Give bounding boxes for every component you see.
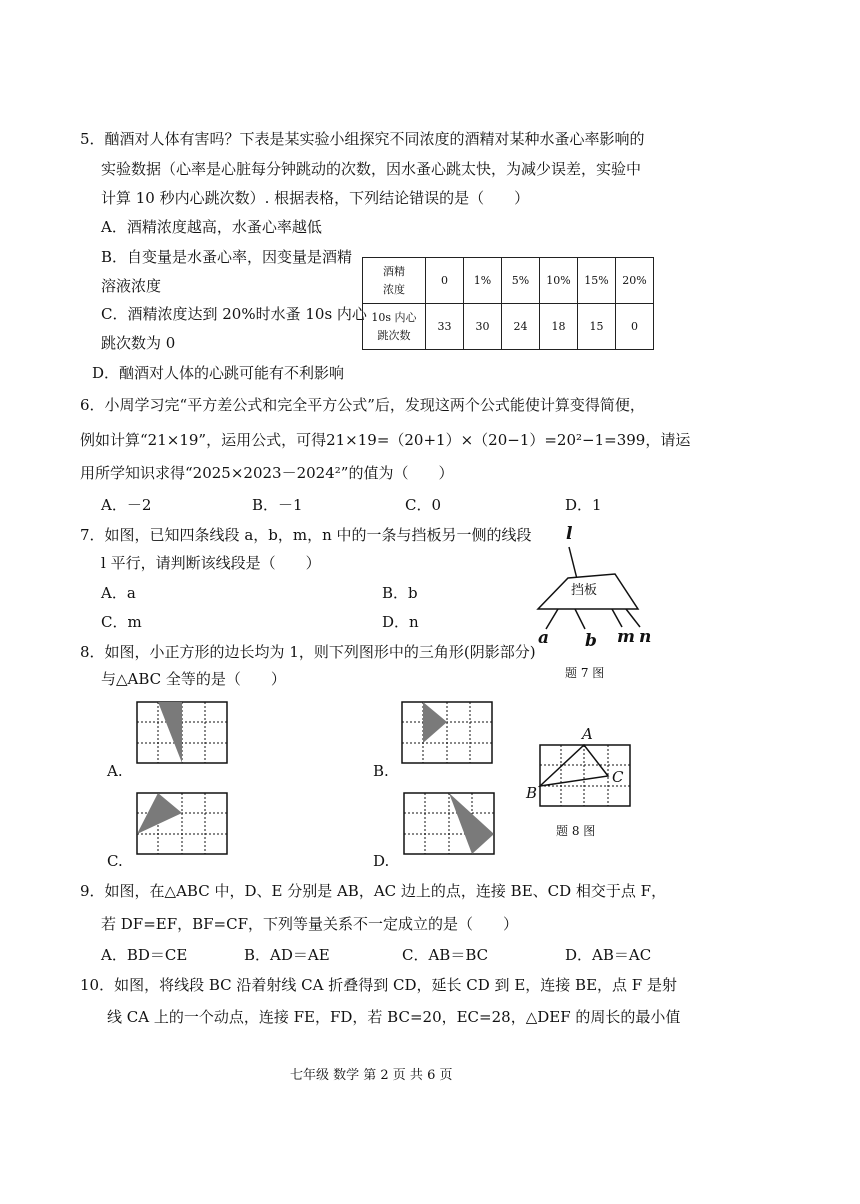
table-cell: 10% (540, 258, 578, 304)
q8-option-b-label: B. (373, 762, 389, 780)
table-cell: 30 (464, 304, 502, 350)
q10-line2: 线 CA 上的一个动点，连接 FE，FD，若 BC=20，EC=28，△DEF 的周长的最小值 (107, 1008, 681, 1026)
q9-line2: 若 DF=EF，BF=CF，下列等量关系不一定成立的是（ ） (101, 915, 519, 933)
q6-option-a: A．－2 (101, 496, 152, 514)
shaded-triangle-b (423, 702, 447, 743)
fig7-label-m: m (617, 627, 635, 647)
q5-option-b-line1: B．自变量是水蚤心率，因变量是酒精 (101, 248, 353, 266)
fig8-label-b: B (526, 784, 538, 802)
fig7-label-l: l (566, 524, 573, 544)
q6-option-d: D．1 (565, 496, 602, 514)
q7-option-a: A．a (101, 584, 136, 602)
q9-option-a: A．BD＝CE (101, 946, 188, 964)
q5-option-c-line2: 跳次数为 0 (101, 334, 176, 352)
table-header-heartbeats: 10s 内心 跳次数 (363, 304, 426, 350)
fig7-board-label: 挡板 (571, 583, 598, 598)
q8-grid-b (400, 700, 494, 766)
table-cell: 0 (426, 258, 464, 304)
q8-grid-d (402, 791, 496, 857)
fig7-label-b: b (585, 631, 597, 651)
q5-stem-line3: 计算 10 秒内心跳次数）. 根据表格，下列结论错误的是（ ） (101, 189, 530, 207)
q9-option-c: C．AB＝BC (402, 946, 489, 964)
q6-option-b: B．－1 (252, 496, 303, 514)
q5-option-b-line2: 溶液浓度 (101, 277, 162, 295)
table-cell: 15 (578, 304, 616, 350)
q8-option-c-label: C. (107, 852, 123, 870)
table-cell: 33 (426, 304, 464, 350)
table-header-concentration: 酒精 浓度 (363, 258, 426, 304)
table-cell: 24 (502, 304, 540, 350)
fig7-label-a: a (538, 628, 550, 648)
table-cell: 18 (540, 304, 578, 350)
q10-line1: 10．如图，将线段 BC 沿着射线 CA 折叠得到 CD，延长 CD 到 E，连接 BE，点 F 是射 (80, 976, 677, 994)
fig8-label-c: C (612, 768, 624, 786)
line-l (569, 547, 577, 579)
table-cell: 20% (616, 258, 654, 304)
q8-option-a-label: A. (107, 762, 123, 780)
fig8-caption: 题 8 图 (556, 824, 596, 838)
page-footer: 七年级 数学 第 2 页 共 6 页 (290, 1068, 453, 1083)
q5-option-c-line1: C．酒精浓度达到 20%时水蚤 10s 内心 (101, 305, 367, 323)
q5-option-a: A．酒精浓度越高，水蚤心率越低 (101, 218, 322, 236)
q6-line2: 例如计算“21×19”，运用公式，可得21×19=（20+1）×（20−1）=20²−1=399，请运 (80, 431, 691, 449)
q5-stem-line2: 实验数据（心率是心脏每分钟跳动的次数，因水蚤心跳太快，为减少误差，实验中 (101, 160, 642, 178)
q8-line1: 8．如图，小正方形的边长均为 1，则下列图形中的三角形(阴影部分) (80, 643, 536, 661)
table-cell: 5% (502, 258, 540, 304)
q7-line1: 7．如图，已知四条线段 a，b，m，n 中的一条与挡板另一侧的线段 (80, 526, 532, 544)
q8-grid-c (135, 791, 229, 857)
q8-line2: 与△ABC 全等的是（ ） (101, 670, 286, 688)
q7-line2: l 平行，请判断该线段是（ ） (101, 554, 321, 572)
table-cell: 1% (464, 258, 502, 304)
line-a (546, 609, 558, 629)
q8-grid-a (135, 700, 229, 766)
q5-option-d: D．酗酒对人体的心跳可能有不利影响 (92, 364, 345, 382)
q6-line3: 用所学知识求得“2025×2023－2024²”的值为（ ） (80, 464, 454, 482)
q5-data-table (362, 257, 654, 350)
q6-line1: 6．小周学习完“平方差公式和完全平方公式”后，发现这两个公式能使计算变得简便， (80, 396, 645, 414)
q7-option-b: B．b (382, 584, 418, 602)
q8-option-d-label: D. (373, 852, 390, 870)
q7-option-d: D．n (382, 613, 419, 631)
fig8-label-a: A (582, 725, 593, 743)
table-cell: 15% (578, 258, 616, 304)
q9-line1: 9．如图，在△ABC 中，D、E 分别是 AB，AC 边上的点，连接 BE、CD 相交于点 F， (80, 882, 667, 900)
line-b (575, 609, 585, 629)
shaded-triangle-a (158, 702, 182, 763)
table-cell: 0 (616, 304, 654, 350)
q5-stem-line1: 5．酗酒对人体有害吗？下表是某实验小组探究不同浓度的酒精对某种水蚤心率影响的 (80, 130, 645, 148)
line-m (612, 609, 622, 627)
q6-option-c: C．0 (405, 496, 442, 514)
fig7-label-n: n (639, 627, 652, 647)
q9-option-d: D．AB＝AC (565, 946, 652, 964)
line-n (626, 609, 640, 627)
q9-option-b: B．AD＝AE (244, 946, 330, 964)
shaded-triangle-c (137, 793, 182, 834)
q7-option-c: C．m (101, 613, 142, 631)
fig7-caption: 题 7 图 (565, 666, 605, 680)
